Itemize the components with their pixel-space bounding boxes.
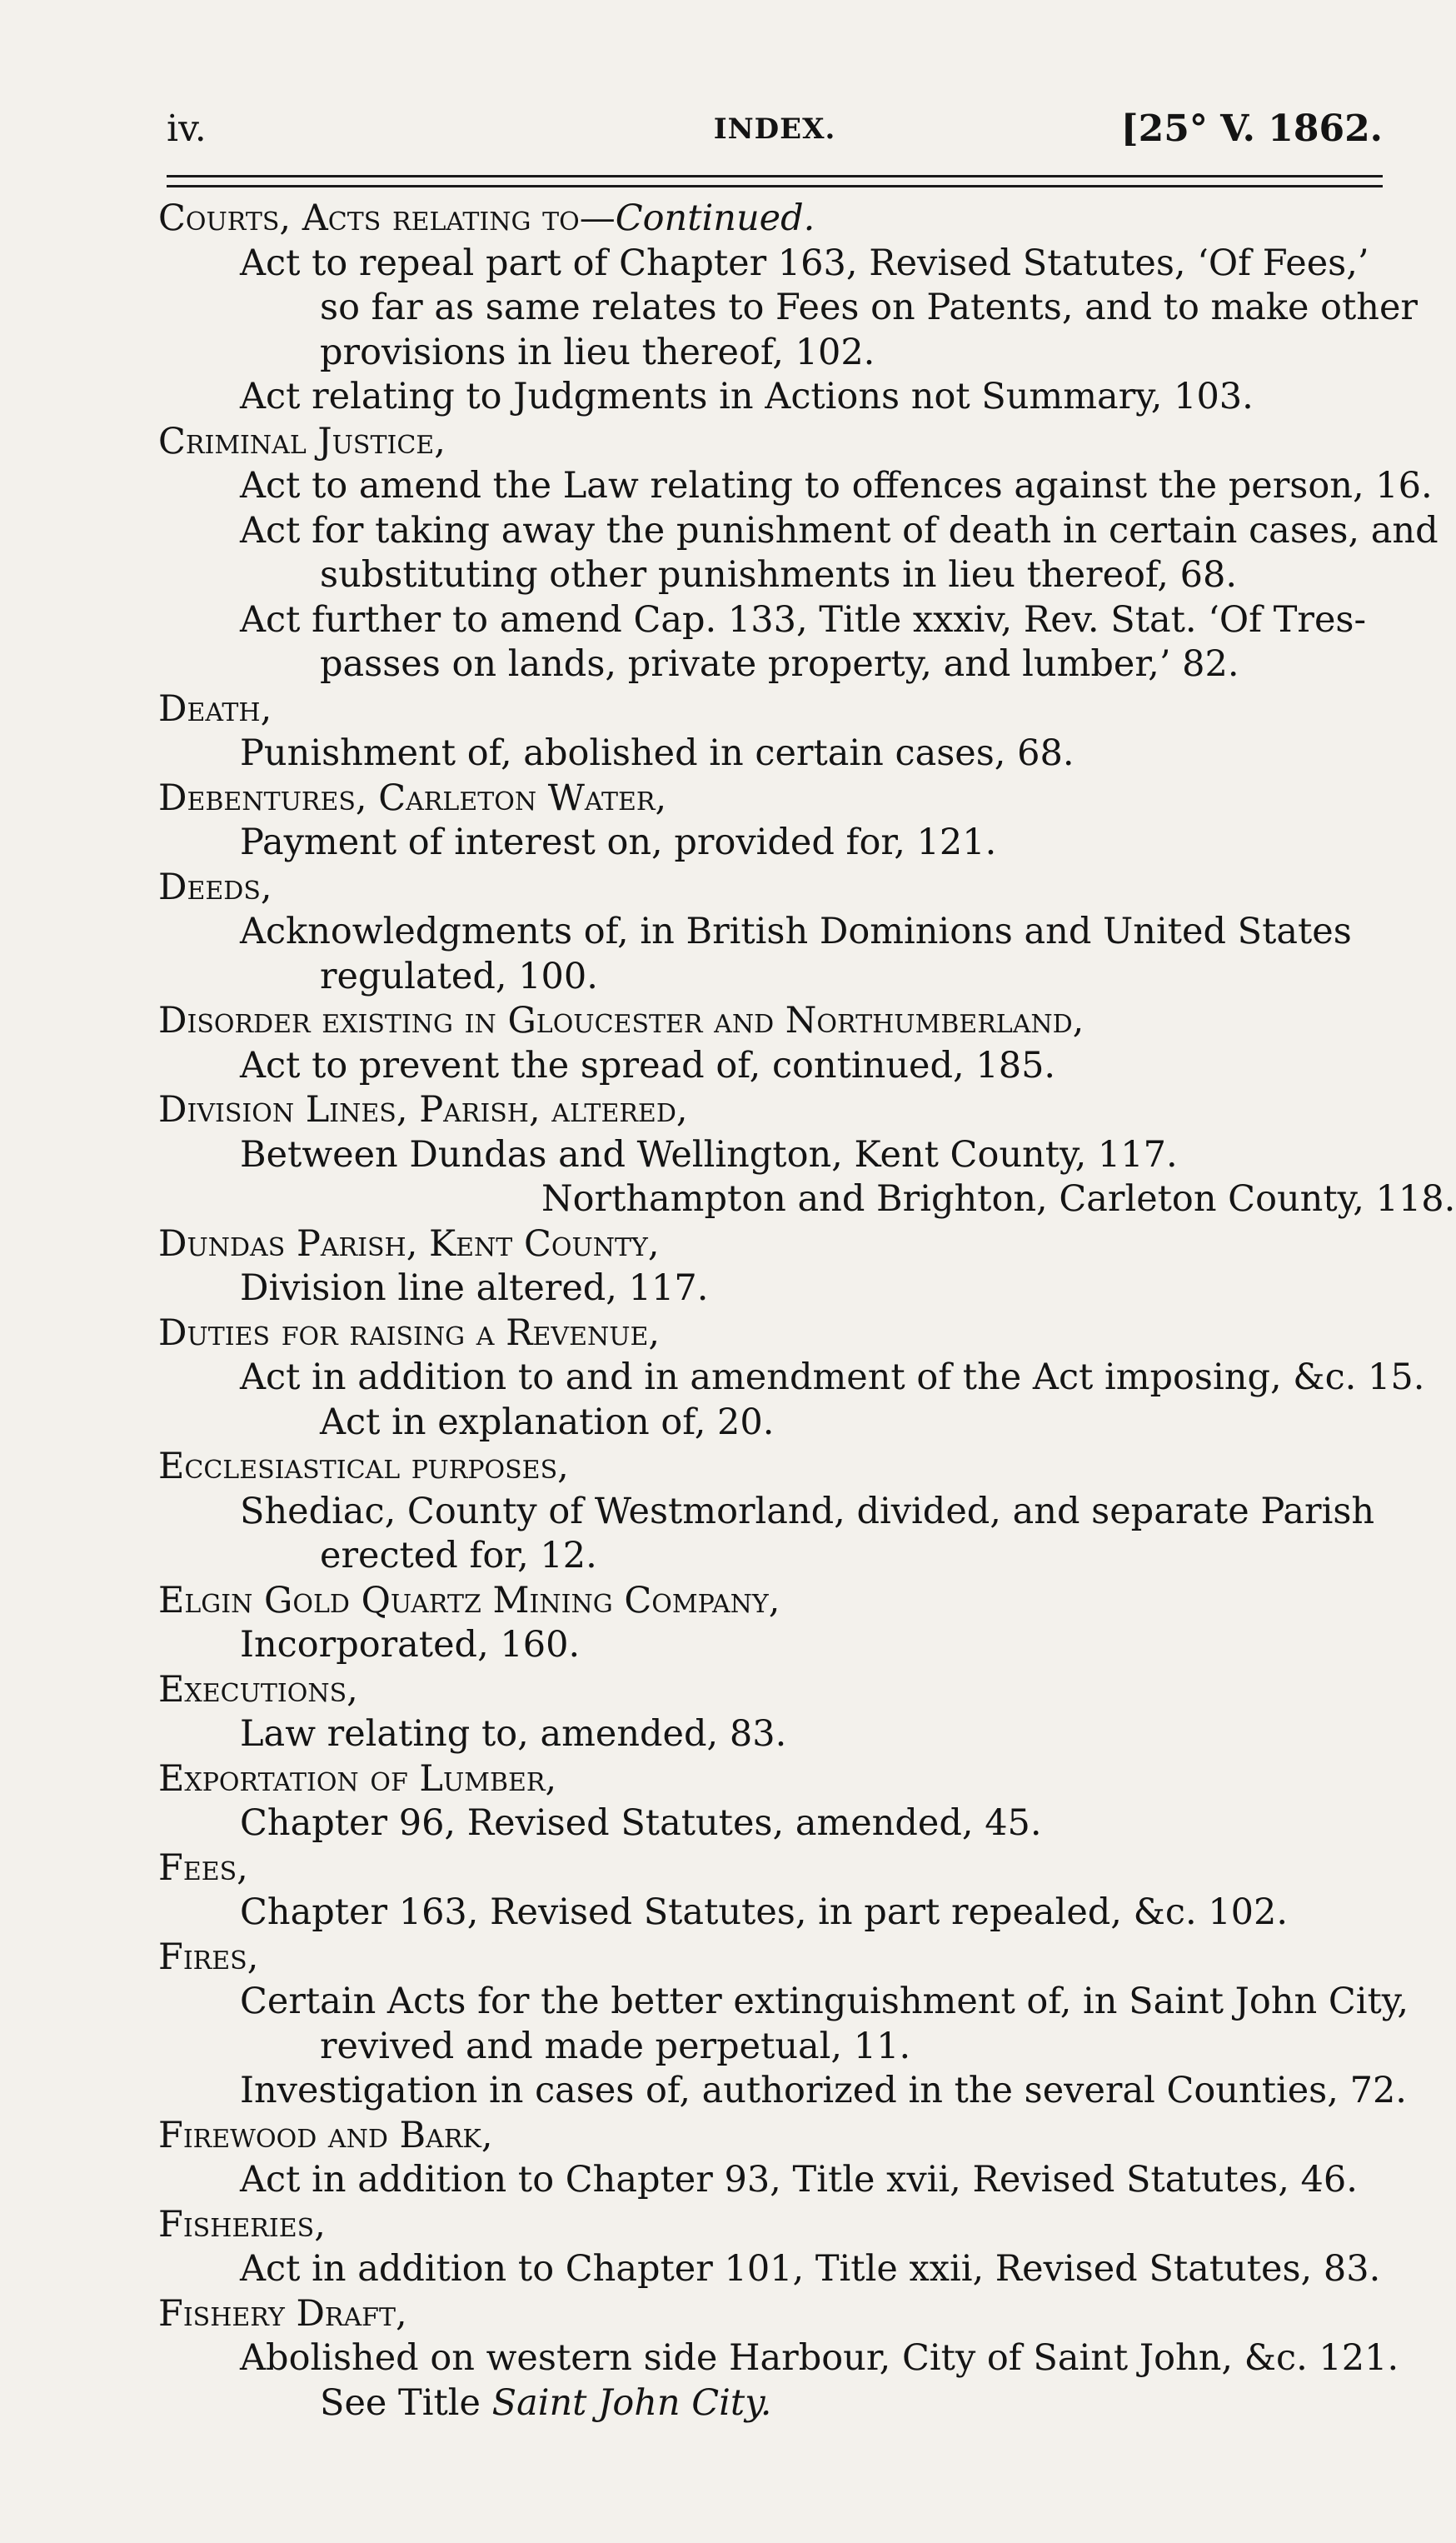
entry-italic: Saint John City. [491, 2381, 772, 2424]
entry-text: Death, [158, 687, 272, 730]
index-heading [158, 1088, 1391, 1133]
entry-text: Shediac, County of Westmorland, divided, and separate Parish [240, 1490, 1375, 1532]
entry-text: Duties for raising a Revenue, [158, 1311, 661, 1354]
session-year: [25° V. 1862. [1120, 107, 1383, 150]
index-entry [158, 1267, 1391, 1311]
index-heading [158, 866, 1391, 911]
entry-text: Criminal Justice, [158, 420, 446, 462]
index-heading [158, 1445, 1391, 1490]
entry-text: Ecclesiastical purposes, [158, 1446, 569, 1487]
index-entry [158, 242, 1391, 287]
entry-text: Dundas Parish, Kent County, [158, 1222, 660, 1265]
entry-text: Act in addition to Chapter 101, Title xxii, Revised Statutes, 83. [240, 2248, 1381, 2290]
index-entry [158, 1490, 1391, 1535]
entry-text: Certain Acts for the better extinguishment of, in Saint John City, [240, 1981, 1409, 2022]
entry-text: Punishment of, abolished in certain cases, 68. [240, 732, 1075, 774]
index-list [158, 197, 1456, 2426]
index-entry [158, 464, 1433, 509]
page-number: iv. [167, 107, 207, 150]
entry-text: erected for, 12. [320, 1535, 597, 1576]
index-heading [158, 1579, 1391, 1624]
entry-text: Fisheries, [158, 2203, 326, 2246]
index-entry [158, 2158, 1391, 2203]
index-entry [158, 642, 1391, 687]
entry-text: passes on lands, private property, and lumber,’ 82. [320, 643, 1239, 685]
entry-text: Elgin Gold Quartz Mining Company, [158, 1579, 780, 1621]
index-heading [158, 687, 1391, 732]
index-entry [158, 1177, 1456, 1222]
index-entry [158, 1712, 1391, 1757]
entry-text: Act in addition to Chapter 93, Title xvii, Revised Statutes, 46. [240, 2159, 1358, 2201]
entry-text: Act for taking away the punishment of death in certain cases, and [240, 509, 1439, 552]
entry-text: so far as same relates to Fees on Patents, and to make other [320, 287, 1418, 328]
index-heading [158, 1846, 1391, 1891]
entry-text: Chapter 163, Revised Statutes, in part repealed, &c. 102. [240, 1891, 1289, 1933]
entry-text: Executions, [158, 1668, 358, 1711]
index-entry [158, 375, 1391, 420]
index-entry [158, 1801, 1391, 1846]
entry-text: Exportation of Lumber, [158, 1757, 557, 1800]
index-heading [158, 1222, 1391, 1267]
index-heading [158, 197, 1391, 242]
entry-text: Act to prevent the spread of, continued, 185. [240, 1044, 1056, 1087]
entry-text: Deeds, [158, 866, 272, 908]
entry-text: Abolished on western side Harbour, City of Saint John, &c. 121. [240, 2337, 1399, 2379]
index-entry [158, 821, 1391, 866]
index-entry [158, 1623, 1391, 1668]
index-heading [158, 2114, 1391, 2159]
entry-text: provisions in lieu thereof, 102. [320, 331, 875, 373]
index-heading [158, 1668, 1391, 1713]
entry-text: substituting other punishments in lieu thereof, 68. [320, 554, 1238, 596]
index-entry [158, 331, 1391, 376]
index-heading [158, 2292, 1391, 2337]
entry-text: Firewood and Bark, [158, 2114, 493, 2156]
entry-text: Act to repeal part of Chapter 163, Revised Statutes, ‘Of Fees,’ [240, 242, 1369, 284]
page-title: INDEX. [713, 112, 836, 146]
index-entry [158, 1891, 1391, 1936]
entry-text: Payment of interest on, provided for, 121. [240, 822, 997, 863]
index-entry [158, 2069, 1407, 2114]
index-entry [158, 2381, 1391, 2426]
entry-text: Act in addition to and in amendment of the Act imposing, &c. 15. [240, 1356, 1425, 1398]
entry-text: Division Lines, Parish, altered, [158, 1089, 688, 1131]
index-entry [158, 1044, 1391, 1089]
index-entry [158, 732, 1391, 777]
running-head [167, 100, 1383, 158]
entry-text: See Title [320, 2381, 492, 2424]
entry-text: Acknowledgments of, in British Dominions and United States [240, 911, 1352, 952]
entry-text: Northampton and Brighton, Carleton County, 118. [541, 1178, 1456, 1220]
index-heading [158, 420, 1391, 465]
index-entry [158, 955, 1391, 1000]
entry-text: Between Dundas and Wellington, Kent County, 117. [240, 1133, 1178, 1176]
entry-text: Fires, [158, 1936, 259, 1978]
index-entry [158, 598, 1391, 643]
index-entry [158, 1980, 1409, 2025]
entry-text: Act further to amend Cap. 133, Title xxxiv, Rev. Stat. ‘Of Tres- [240, 598, 1367, 641]
entry-italic: Continued. [615, 197, 815, 239]
entry-text: Fishery Draft, [158, 2292, 407, 2335]
entry-text: Act to amend the Law relating to offences against the person, 16. [240, 465, 1433, 507]
index-entry [158, 1401, 1391, 1446]
index-entry [158, 2336, 1399, 2381]
index-entry [158, 1133, 1391, 1178]
entry-text: Law relating to, amended, 83. [240, 1713, 787, 1755]
index-heading [158, 2203, 1391, 2248]
index-heading [158, 1311, 1391, 1356]
entry-text: Courts, Acts relating to— [158, 197, 616, 239]
entry-text: Act in explanation of, 20. [320, 1401, 775, 1443]
entry-text: Investigation in cases of, authorized in the several Counties, 72. [240, 2070, 1407, 2111]
entry-text: Division line altered, 117. [240, 1267, 709, 1309]
index-entry [158, 509, 1439, 554]
entry-text: Incorporated, 160. [240, 1624, 581, 1666]
index-entry [158, 553, 1391, 598]
index-heading [158, 1936, 1391, 1981]
index-entry [158, 2025, 1391, 2070]
index-heading [158, 777, 1391, 822]
index-entry [158, 2247, 1391, 2292]
entry-text: Debentures, Carleton Water, [158, 777, 667, 819]
header-rule-top [167, 175, 1383, 177]
index-entry [158, 1356, 1425, 1401]
index-entry [158, 1534, 1391, 1579]
index-entry [158, 910, 1391, 955]
entry-text: revived and made perpetual, 11. [320, 2025, 911, 2067]
entry-text: Disorder existing in Gloucester and Northumberland, [158, 1000, 1085, 1042]
header-rule-bottom [167, 185, 1383, 187]
index-heading [158, 999, 1391, 1044]
entry-text: regulated, 100. [320, 955, 598, 997]
entry-text: Fees, [158, 1846, 248, 1889]
entry-text: Act relating to Judgments in Actions not Summary, 103. [240, 376, 1254, 417]
index-heading [158, 1757, 1391, 1802]
index-entry [158, 286, 1418, 331]
entry-text: Chapter 96, Revised Statutes, amended, 45. [240, 1802, 1042, 1844]
